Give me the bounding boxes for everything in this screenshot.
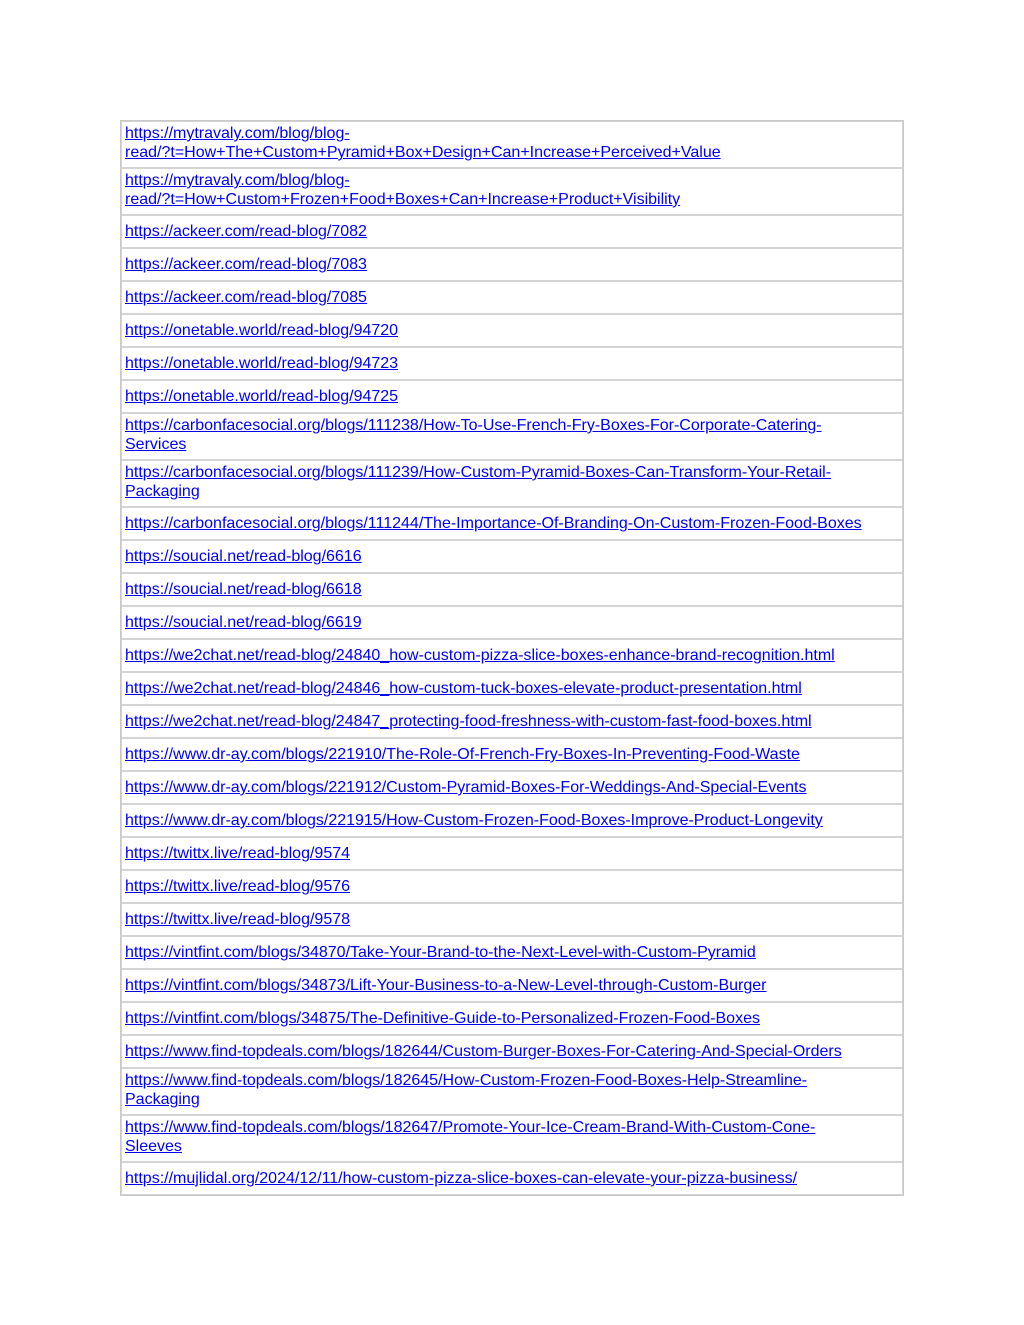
table-row (121, 573, 903, 606)
table-row (121, 804, 903, 837)
table-row (121, 1002, 903, 1035)
link-cell (121, 215, 903, 248)
link-text-line-1: https://onetable.world/read-blog/94725 (125, 388, 399, 405)
blog-link[interactable] (125, 1010, 760, 1027)
blog-link[interactable] (125, 977, 766, 994)
link-text-line-1: https://www.dr-ay.com/blogs/221915/How-Custom-Frozen-Food-Boxes-Improve-Product-Longevity (125, 812, 823, 829)
link-text-line-1: https://www.dr-ay.com/blogs/221912/Custom-Pyramid-Boxes-For-Weddings-And-Special-Events (125, 779, 807, 796)
table-row (121, 215, 903, 248)
blog-link[interactable] (125, 746, 800, 763)
blog-link[interactable] (125, 779, 806, 796)
blog-link[interactable] (125, 256, 367, 273)
link-text-line-1: https://vintfint.com/blogs/34873/Lift-Your-Business-to-a-New-Level-through-Custom-Burger (125, 977, 767, 994)
link-text-line-1: https://mujlidal.org/2024/12/11/how-custom-pizza-slice-boxes-can-elevate-your-pizza-business/ (125, 1170, 798, 1187)
link-text-line-1: https://www.dr-ay.com/blogs/221910/The-Role-Of-French-Fry-Boxes-In-Preventing-Food-Waste (125, 746, 800, 763)
blog-link[interactable] (125, 944, 756, 961)
link-text-line-1: https://ackeer.com/read-blog/7085 (125, 289, 367, 306)
table-row (121, 121, 903, 168)
link-cell (121, 705, 903, 738)
table-row (121, 1068, 903, 1115)
link-cell (121, 573, 903, 606)
table-row (121, 606, 903, 639)
link-text-line-1: https://www.find-topdeals.com/blogs/182645/How-Custom-Frozen-Food-Boxes-Help-Streamline- (125, 1072, 808, 1089)
blog-link[interactable] (125, 878, 350, 895)
link-text-line-1: https://mytravaly.com/blog/blog- (125, 172, 350, 189)
link-cell (121, 1068, 903, 1115)
table-row (121, 507, 903, 540)
link-text-line-1: https://carbonfacesocial.org/blogs/111244/The-Importance-Of-Branding-On-Custom-Frozen-Food-Boxes (125, 515, 862, 532)
table-row (121, 168, 903, 215)
blog-link[interactable] (125, 845, 350, 862)
link-text-line-1: https://twittx.live/read-blog/9576 (125, 878, 351, 895)
link-text-line-1: https://carbonfacesocial.org/blogs/111239/How-Custom-Pyramid-Boxes-Can-Transform-Your-Retail- (125, 464, 832, 481)
link-cell (121, 413, 903, 460)
link-cell (121, 1035, 903, 1068)
link-text-line-1: https://www.find-topdeals.com/blogs/182647/Promote-Your-Ice-Cream-Brand-With-Custom-Cone- (125, 1119, 816, 1136)
blog-link[interactable] (125, 223, 367, 240)
blog-link[interactable] (125, 911, 350, 928)
link-cell (121, 168, 903, 215)
link-text-line-2: Services (125, 436, 187, 453)
link-text-line-1: https://we2chat.net/read-blog/24840_how-custom-pizza-slice-boxes-enhance-brand-recognition.html (125, 647, 835, 664)
link-cell (121, 1002, 903, 1035)
link-cell (121, 969, 903, 1002)
link-cell (121, 804, 903, 837)
link-text-line-1: https://vintfint.com/blogs/34875/The-Definitive-Guide-to-Personalized-Frozen-Food-Boxes (125, 1010, 760, 1027)
link-text-line-2: Packaging (125, 1091, 200, 1108)
blog-link[interactable] (125, 680, 802, 697)
table-row (121, 1162, 903, 1195)
table-row (121, 771, 903, 804)
link-cell (121, 672, 903, 705)
link-cell (121, 639, 903, 672)
blog-link[interactable] (125, 417, 822, 453)
document-page (120, 120, 904, 1196)
blog-link[interactable] (125, 515, 862, 532)
blog-link[interactable] (125, 614, 362, 631)
link-cell (121, 837, 903, 870)
link-text-line-1: https://www.find-topdeals.com/blogs/182644/Custom-Burger-Boxes-For-Catering-And-Special-Orders (125, 1043, 842, 1060)
blog-link[interactable] (125, 464, 831, 500)
table-row (121, 936, 903, 969)
link-cell (121, 281, 903, 314)
link-cell (121, 1115, 903, 1162)
blog-link[interactable] (125, 713, 812, 730)
link-text-line-1: https://onetable.world/read-blog/94723 (125, 355, 399, 372)
table-row (121, 413, 903, 460)
blog-link[interactable] (125, 125, 721, 161)
table-row (121, 380, 903, 413)
link-text-line-2: read/?t=How+The+Custom+Pyramid+Box+Design+Can+Increase+Perceived+Value (125, 144, 721, 161)
blog-link[interactable] (125, 581, 362, 598)
link-cell (121, 870, 903, 903)
link-cell (121, 121, 903, 168)
link-cell (121, 460, 903, 507)
link-cell (121, 738, 903, 771)
table-row (121, 639, 903, 672)
link-cell (121, 936, 903, 969)
link-cell (121, 380, 903, 413)
table-row (121, 1035, 903, 1068)
table-row (121, 314, 903, 347)
link-text-line-1: https://soucial.net/read-blog/6618 (125, 581, 362, 598)
link-text-line-1: https://soucial.net/read-blog/6616 (125, 548, 362, 565)
link-cell (121, 540, 903, 573)
link-cell (121, 903, 903, 936)
link-cell (121, 606, 903, 639)
link-text-line-1: https://vintfint.com/blogs/34870/Take-Your-Brand-to-the-Next-Level-with-Custom-Pyramid (125, 944, 756, 961)
blog-link[interactable] (125, 548, 362, 565)
blog-link[interactable] (125, 322, 398, 339)
link-text-line-1: https://soucial.net/read-blog/6619 (125, 614, 362, 631)
link-cell (121, 771, 903, 804)
table-row (121, 540, 903, 573)
blog-link[interactable] (125, 647, 835, 664)
link-text-line-2: Packaging (125, 483, 200, 500)
blog-link[interactable] (125, 812, 823, 829)
link-cell (121, 314, 903, 347)
link-cell (121, 1162, 903, 1195)
link-cell (121, 347, 903, 380)
table-row (121, 903, 903, 936)
link-text-line-1: https://carbonfacesocial.org/blogs/111238/How-To-Use-French-Fry-Boxes-For-Corporate-Catering- (125, 417, 822, 434)
link-table (120, 120, 904, 1196)
link-text-line-1: https://ackeer.com/read-blog/7083 (125, 256, 367, 273)
table-row (121, 672, 903, 705)
table-row (121, 969, 903, 1002)
link-text-line-1: https://ackeer.com/read-blog/7082 (125, 223, 367, 240)
blog-link[interactable] (125, 289, 367, 306)
link-text-line-1: https://we2chat.net/read-blog/24846_how-custom-tuck-boxes-elevate-product-presentation.html (125, 680, 802, 697)
blog-link[interactable] (125, 355, 398, 372)
blog-link[interactable] (125, 1072, 807, 1108)
link-text-line-2: Sleeves (125, 1138, 182, 1155)
link-text-line-1: https://onetable.world/read-blog/94720 (125, 322, 399, 339)
table-row (121, 281, 903, 314)
link-text-line-1: https://twittx.live/read-blog/9574 (125, 845, 351, 862)
table-row (121, 870, 903, 903)
link-cell (121, 507, 903, 540)
table-row (121, 837, 903, 870)
link-table-body (121, 121, 903, 1195)
blog-link[interactable] (125, 1170, 797, 1187)
blog-link[interactable] (125, 1043, 842, 1060)
table-row (121, 347, 903, 380)
link-cell (121, 248, 903, 281)
blog-link[interactable] (125, 172, 680, 208)
table-row (121, 705, 903, 738)
link-text-line-1: https://mytravaly.com/blog/blog- (125, 125, 350, 142)
table-row (121, 460, 903, 507)
blog-link[interactable] (125, 1119, 815, 1155)
blog-link[interactable] (125, 388, 398, 405)
table-row (121, 248, 903, 281)
link-text-line-2: read/?t=How+Custom+Frozen+Food+Boxes+Can+Increase+Product+Visibility (125, 191, 681, 208)
link-text-line-1: https://twittx.live/read-blog/9578 (125, 911, 351, 928)
table-row (121, 1115, 903, 1162)
link-text-line-1: https://we2chat.net/read-blog/24847_protecting-food-freshness-with-custom-fast-food-boxes.html (125, 713, 812, 730)
table-row (121, 738, 903, 771)
